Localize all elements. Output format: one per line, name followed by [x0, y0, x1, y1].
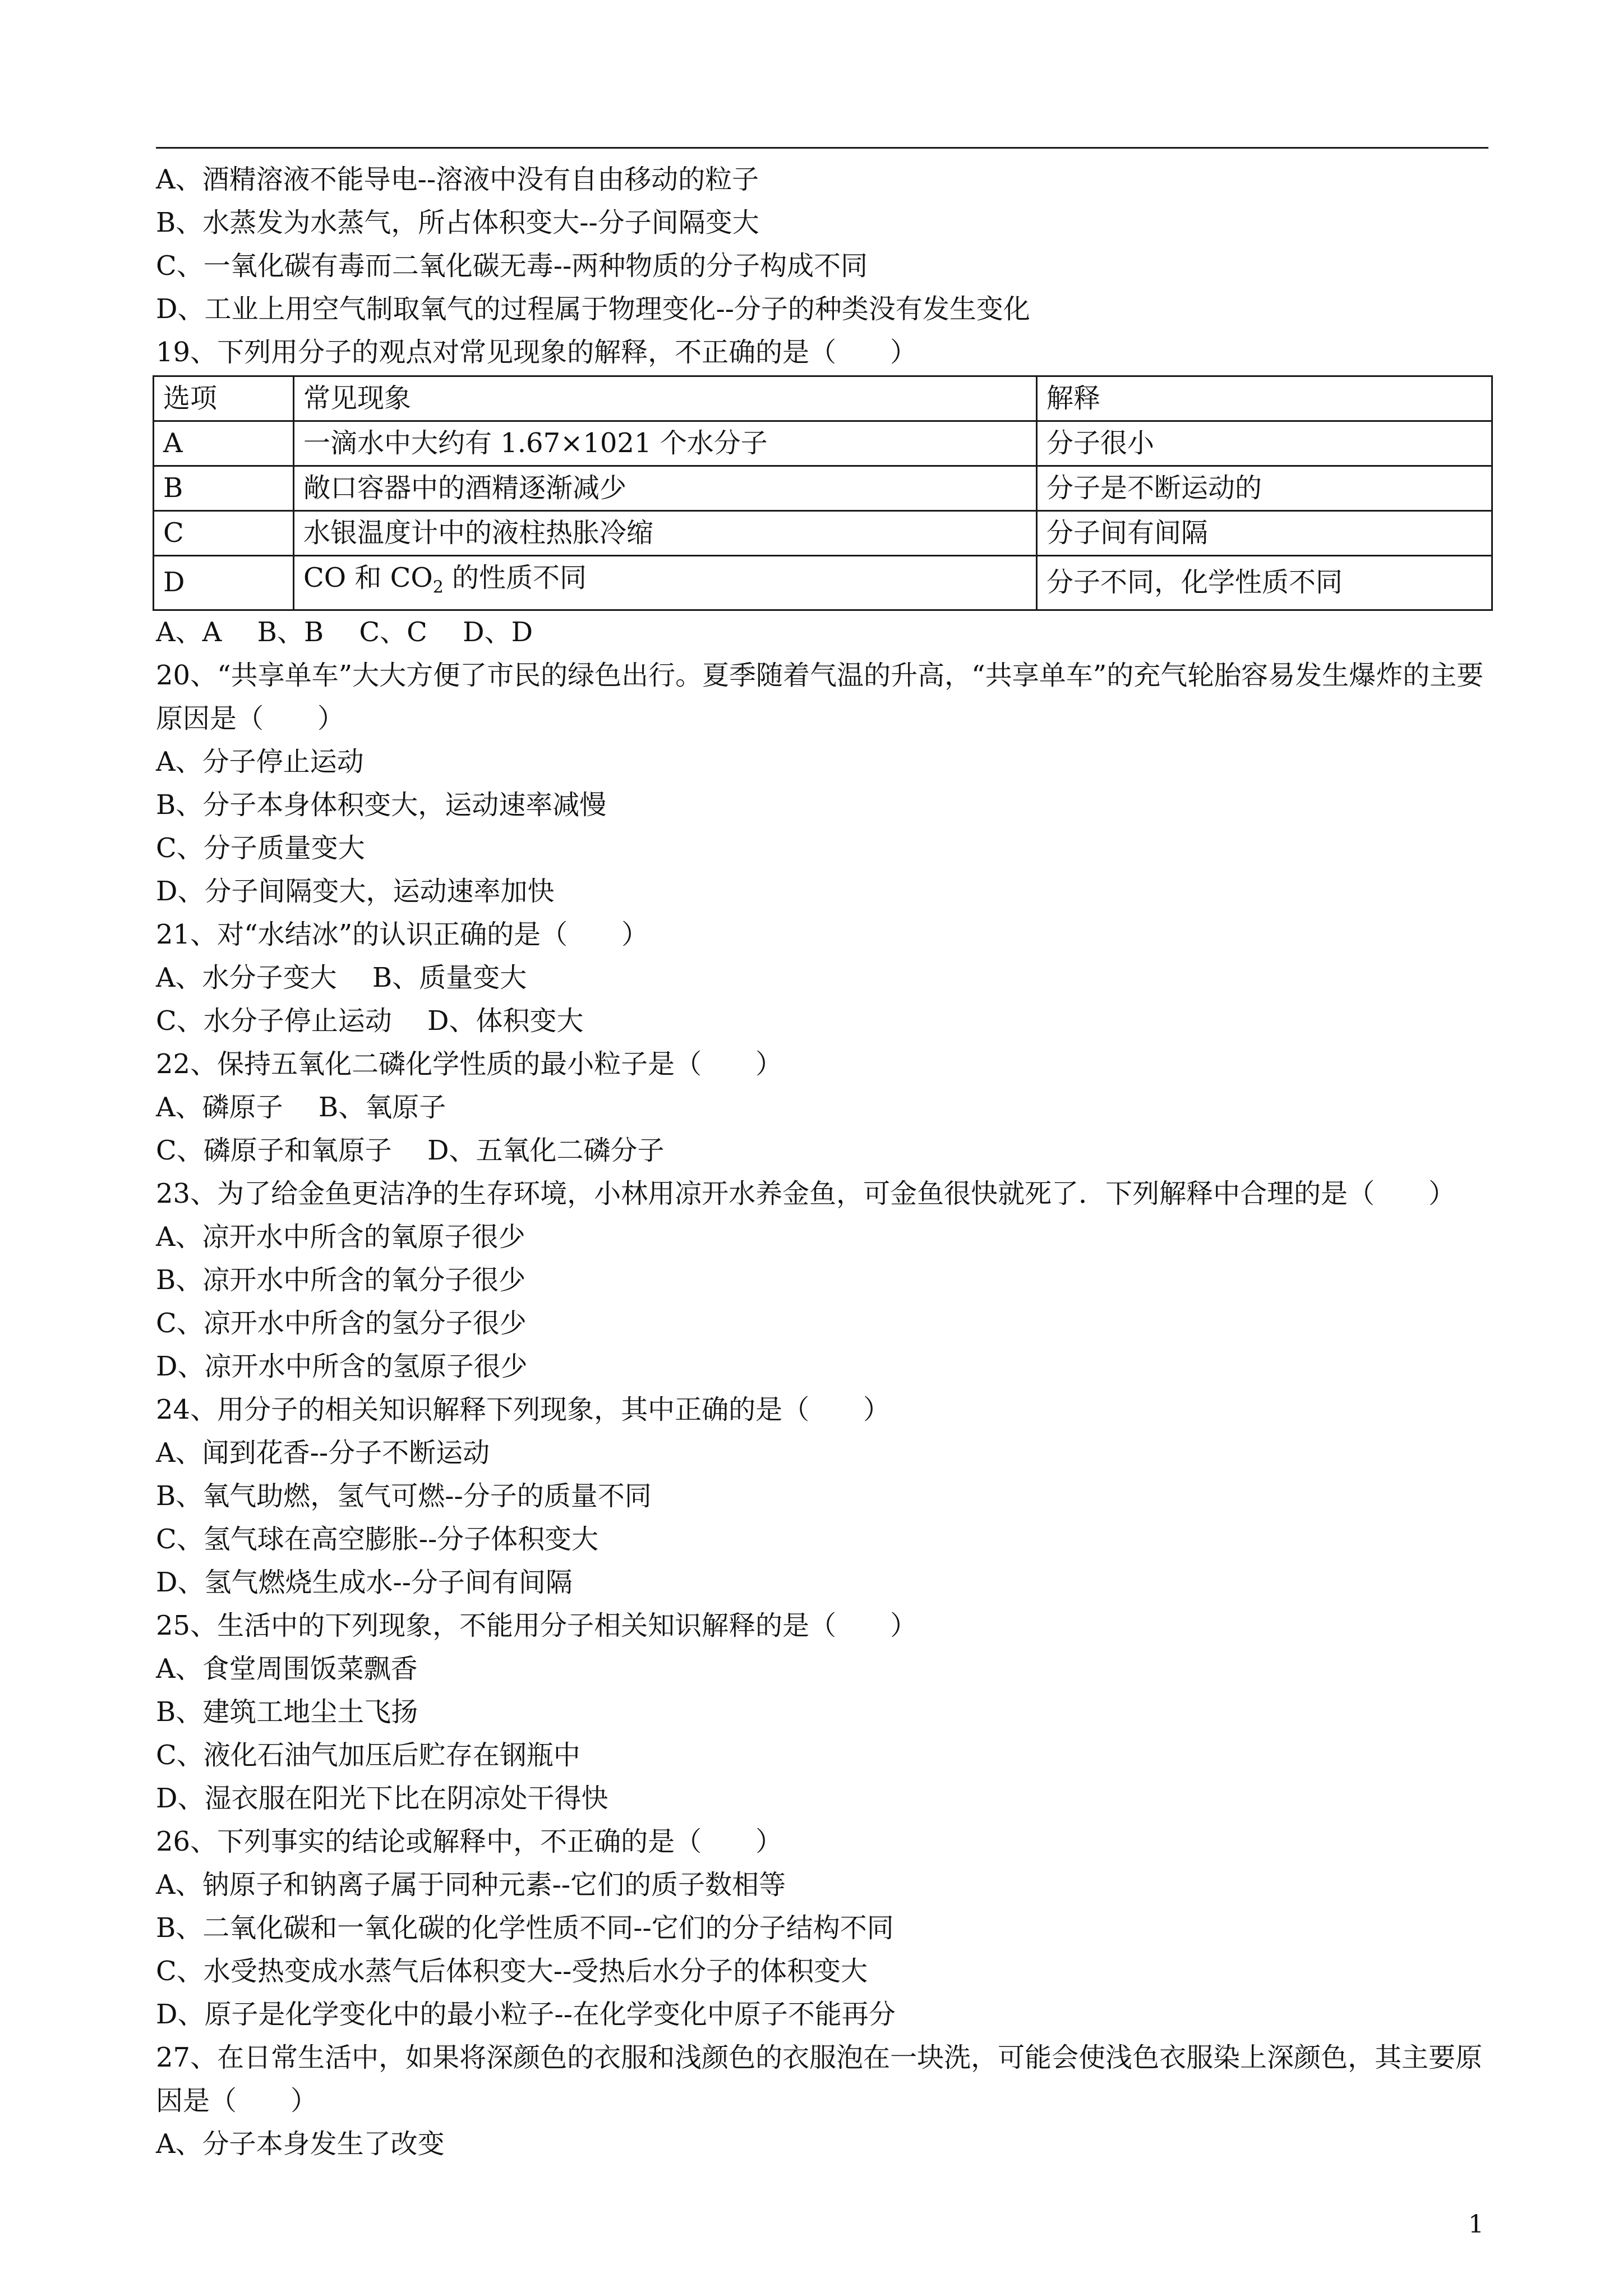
q26-stem: 26、下列事实的结论或解释中，不正确的是（ ）	[156, 1825, 783, 1857]
q23-stem: 23、为了给金鱼更洁净的生存环境，小林用凉开水养金鱼，可金鱼很快就死了．下列解释中合理的是（ ）	[156, 1177, 1456, 1209]
page-number: 1	[1468, 2210, 1484, 2239]
q18-option-a: A、酒精溶液不能导电--溶液中没有自由移动的粒子	[156, 164, 759, 195]
table-cell-explanation: 分子很小	[1037, 421, 1492, 466]
formula-subscript: 2	[432, 577, 444, 597]
q19-table	[153, 375, 1493, 611]
table-row	[154, 466, 1492, 511]
table-cell-explanation: 分子间有间隔	[1037, 511, 1492, 556]
q20-option-d: D、分子间隔变大，运动速率加快	[156, 875, 555, 907]
table-cell-option: C	[154, 511, 294, 556]
q24-option-d: D、氢气燃烧生成水--分子间有间隔	[156, 1566, 573, 1598]
q20-option-c: C、分子质量变大	[156, 832, 365, 864]
table-row	[154, 511, 1492, 556]
q27-stem: 27、在日常生活中，如果将深颜色的衣服和浅颜色的衣服泡在一块洗，可能会使浅色衣服染上深颜色，其主要原因是（ ）	[156, 2041, 1483, 2116]
q25-option-b: B、建筑工地尘土飞扬	[156, 1696, 418, 1728]
q22-options-cd: C、磷原子和氧原子 D、五氧化二磷分子	[156, 1134, 665, 1166]
q23-option-b: B、凉开水中所含的氧分子很少	[156, 1264, 526, 1296]
table-cell-explanation: 分子不同，化学性质不同	[1037, 556, 1492, 610]
table-cell-phenomenon: 水银温度计中的液柱热胀冷缩	[294, 511, 1037, 556]
q19-stem: 19、下列用分子的观点对常见现象的解释，不正确的是（ ）	[156, 337, 917, 368]
page-content	[156, 158, 1488, 2166]
q23-option-d: D、凉开水中所含的氢原子很少	[156, 1350, 528, 1382]
q20-stem: 20、“共享单车”大大方便了市民的绿色出行。夏季随着气温的升高，“共享单车”的充气轮胎容易发生爆炸的主要原因是（ ）	[156, 659, 1484, 734]
q21-stem: 21、对“水结冰”的认识正确的是（ ）	[156, 918, 649, 950]
table-cell-explanation: 分子是不断运动的	[1037, 466, 1492, 511]
q24-stem: 24、用分子的相关知识解释下列现象，其中正确的是（ ）	[156, 1393, 891, 1425]
table-header-option: 选项	[154, 376, 294, 421]
q26-option-d: D、原子是化学变化中的最小粒子--在化学变化中原子不能再分	[156, 1998, 896, 2030]
table-cell-phenomenon: 一滴水中大约有 1.67×1021 个水分子	[294, 421, 1037, 466]
table-header-row	[154, 376, 1492, 421]
q26-option-a: A、钠原子和钠离子属于同种元素--它们的质子数相等	[156, 1869, 786, 1901]
q25-stem: 25、生活中的下列现象，不能用分子相关知识解释的是（ ）	[156, 1609, 917, 1641]
q25-option-d: D、湿衣服在阳光下比在阴凉处干得快	[156, 1782, 608, 1814]
table-cell-option: D	[154, 556, 294, 610]
table-header-phenomenon: 常见现象	[294, 376, 1037, 421]
q25-option-a: A、食堂周围饭菜飘香	[156, 1653, 418, 1685]
q21-options-ab: A、水分子变大 B、质量变大	[156, 961, 527, 993]
table-row	[154, 556, 1492, 610]
q26-option-c: C、水受热变成水蒸气后体积变大--受热后水分子的体积变大	[156, 1955, 868, 1987]
q18-option-d: D、工业上用空气制取氧气的过程属于物理变化--分子的种类没有发生变化	[156, 293, 1030, 325]
q23-option-c: C、凉开水中所含的氢分子很少	[156, 1307, 527, 1339]
formula-suffix: 的性质不同	[443, 562, 587, 593]
q27-option-a: A、分子本身发生了改变	[156, 2128, 445, 2160]
table-cell-phenomenon: 敞口容器中的酒精逐渐减少	[294, 466, 1037, 511]
q18-option-b: B、水蒸发为水蒸气，所占体积变大--分子间隔变大	[156, 207, 759, 238]
formula-prefix: CO 和 CO	[303, 562, 433, 593]
table-cell-option: A	[154, 421, 294, 466]
table-header-explanation: 解释	[1037, 376, 1492, 421]
q23-option-a: A、凉开水中所含的氧原子很少	[156, 1221, 525, 1253]
table-cell-option: B	[154, 466, 294, 511]
header-rule	[156, 147, 1488, 149]
q21-options-cd: C、水分子停止运动 D、体积变大	[156, 1005, 584, 1037]
q20-option-b: B、分子本身体积变大，运动速率减慢	[156, 789, 607, 821]
q22-stem: 22、保持五氧化二磷化学性质的最小粒子是（ ）	[156, 1048, 783, 1080]
q19-answer-line: A、A B、B C、C D、D	[156, 616, 533, 648]
q20-option-a: A、分子停止运动	[156, 746, 364, 777]
q18-option-c: C、一氧化碳有毒而二氧化碳无毒--两种物质的分子构成不同	[156, 250, 868, 282]
q22-options-ab: A、磷原子 B、氧原子	[156, 1091, 446, 1123]
q25-option-c: C、液化石油气加压后贮存在钢瓶中	[156, 1739, 580, 1771]
q24-option-a: A、闻到花香--分子不断运动	[156, 1437, 490, 1469]
q24-option-c: C、氢气球在高空膨胀--分子体积变大	[156, 1523, 599, 1555]
q26-option-b: B、二氧化碳和一氧化碳的化学性质不同--它们的分子结构不同	[156, 1912, 894, 1944]
q24-option-b: B、氧气助燃，氢气可燃--分子的质量不同	[156, 1480, 652, 1512]
table-row	[154, 421, 1492, 466]
table-cell-phenomenon	[294, 556, 1037, 610]
